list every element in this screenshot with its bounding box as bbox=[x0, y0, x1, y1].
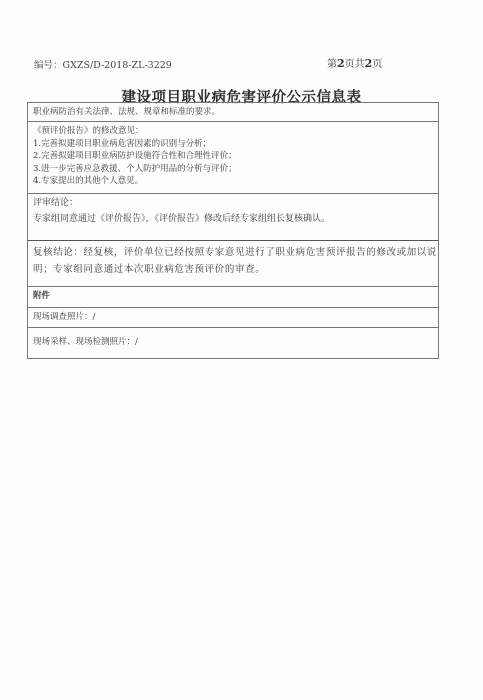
modification-item: 4.专家提出的其他个人意见。 bbox=[33, 176, 144, 186]
recheck-line-2: 明；专家组同意通过本次职业病危害预评价的审查。 bbox=[33, 264, 266, 275]
review-label: 评审结论： bbox=[33, 198, 79, 208]
modifications-row bbox=[28, 122, 438, 194]
page-prefix: 第 bbox=[327, 59, 337, 70]
recheck-row bbox=[28, 241, 438, 287]
recheck-line-1: 复核结论：经复核，评价单位已经按照专家意见进行了职业病危害预评报告的修改或加以说 bbox=[33, 247, 438, 258]
law-row bbox=[28, 103, 438, 122]
page-suffix: 页 bbox=[372, 59, 383, 70]
review-row bbox=[28, 194, 438, 241]
page-current: 2 bbox=[337, 57, 345, 70]
page-mid: 页共 bbox=[344, 59, 365, 70]
attachment-label: 附件 bbox=[33, 291, 51, 301]
site-photos-row bbox=[28, 308, 438, 328]
info-table bbox=[27, 102, 439, 359]
law-text: 职业病防治有关法律、法规、规章和标准的要求。 bbox=[33, 107, 221, 117]
document-code: 编号：GXZS/D-2018-ZL-3229 bbox=[34, 60, 172, 71]
site-photos-text: 现场调查照片：/ bbox=[33, 312, 96, 322]
attachment-row bbox=[28, 287, 438, 308]
review-text: 专家组同意通过《评价报告》，《评价报告》修改后经专家组组长复核确认。 bbox=[33, 213, 331, 224]
page-total: 2 bbox=[364, 57, 373, 70]
modification-item: 3.进一步完善应急救援、个人防护用品的分析与评价； bbox=[33, 163, 237, 174]
page-title: 建设项目职业病危害评价公示信息表 bbox=[121, 90, 362, 106]
sampling-photos-text: 现场采样、现场检测照片：/ bbox=[33, 337, 138, 347]
sampling-photos-row bbox=[28, 328, 438, 358]
modification-item: 1.完善拟建项目职业病危害因素的识别与分析； bbox=[33, 138, 212, 149]
modification-item: 2.完善拟建项目职业病防护设施符合性和合理性评价； bbox=[33, 151, 237, 161]
page-number bbox=[327, 55, 382, 70]
modifications-heading: 《预评价报告》的修改意见： bbox=[33, 126, 144, 136]
